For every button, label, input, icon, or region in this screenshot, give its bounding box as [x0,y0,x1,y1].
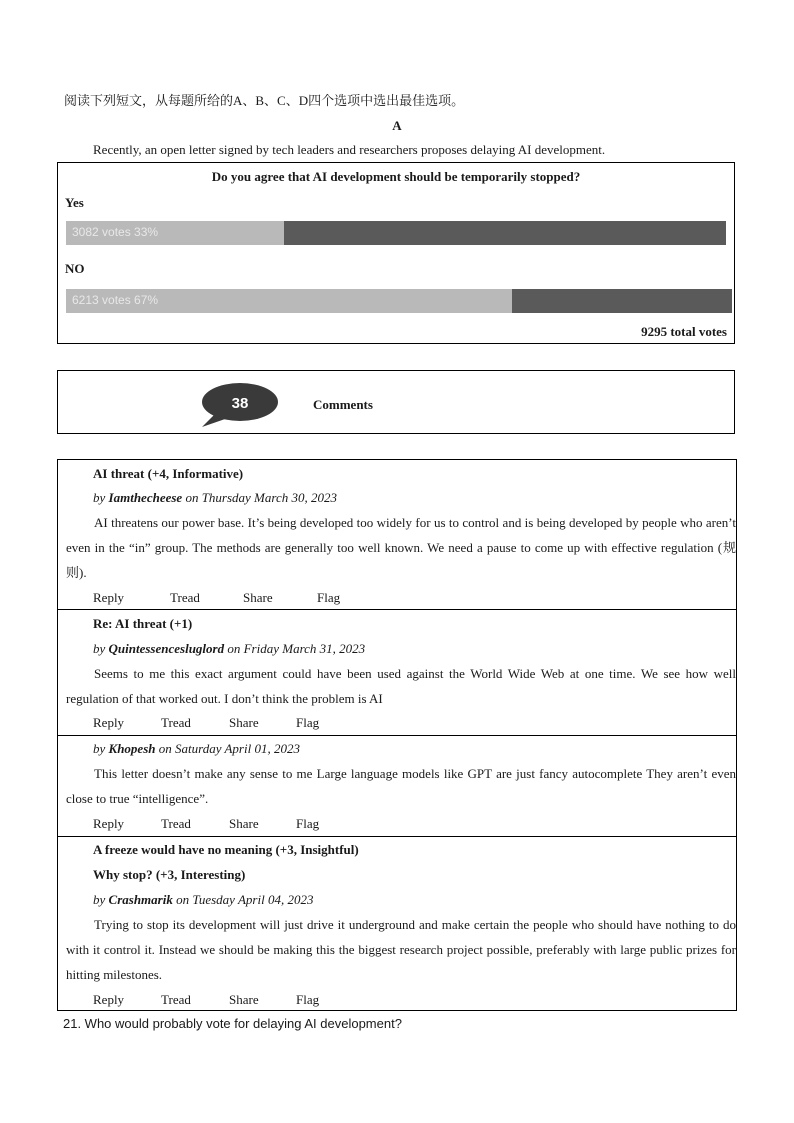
comment-body: This letter doesn’t make any sense to me Large language models like GPT are just fancy autocomplete They aren’t even close to true “intelligence”. [66,766,736,806]
comment-title: A freeze would have no meaning (+3, Insightful) [93,842,359,857]
share-button[interactable]: Share [229,715,259,730]
poll-question: Do you agree that AI development should be temporarily stopped? [211,169,581,184]
reply-button[interactable]: Reply [93,816,125,831]
poll-box [57,162,735,344]
poll-bar-yes[interactable] [66,221,726,245]
comment-item [58,460,736,610]
comment-body: Trying to stop its development will just drive it underground and make certain the people who should have nothing to do with it control it. Instead we should be making this the biggest research project possible, preferably with large public prizes for hitting milestones. [66,917,736,982]
comment-byline: by Quintessencesluglord on Friday March 31, 2023 [93,641,366,656]
comments-title: Comments [313,397,373,412]
comment-author[interactable]: Khopesh [108,741,156,756]
poll-option-yes-label: Yes [65,195,84,210]
comment-count: 38 [231,395,249,412]
flag-button[interactable]: Flag [296,992,320,1007]
poll-bar-no[interactable] [66,289,732,313]
tread-button[interactable]: Tread [161,816,191,831]
comments-header-box [57,370,735,434]
comment-item [58,736,736,837]
comment-byline: by Khopesh on Saturday April 01, 2023 [93,741,300,756]
tread-button[interactable]: Tread [170,590,200,605]
comments-list [57,459,737,1011]
comment-author[interactable]: Crashmarik [108,892,173,907]
poll-option-no-label: NO [65,261,85,276]
comment-body: Seems to me this exact argument could have been used against the World Wide Web at one time. We see how well regulation of that worked out. I don’t think the problem is AI [66,666,736,706]
comment-author[interactable]: Quintessencesluglord [108,641,225,656]
share-button[interactable]: Share [229,992,259,1007]
tread-button[interactable]: Tread [161,715,191,730]
comment-body: AI threatens our power base. It’s being developed too widely for us to control and is being developed by people who aren’t even in the “in” group. The methods are generally too well known. We need a pause to come up with effective regulation (规则). [66,515,736,580]
comment-title: AI threat (+4, Informative) [93,466,244,481]
reply-button[interactable]: Reply [93,992,125,1007]
comment-title: Re: AI threat (+1) [93,616,193,631]
section-label: A [392,118,402,133]
comment-bubble-icon[interactable] [198,381,280,431]
instruction-text: 阅读下列短文，从每题所给的A、B、C、D四个选项中选出最佳选项。 [64,93,465,108]
share-button[interactable]: Share [229,816,259,831]
flag-button[interactable]: Flag [296,715,320,730]
comment-item [58,610,736,736]
flag-button[interactable]: Flag [296,816,320,831]
share-button[interactable]: Share [243,590,273,605]
poll-bar-no-text: 6213 votes 67% [72,293,159,307]
reply-button[interactable]: Reply [93,590,125,605]
intro-text: Recently, an open letter signed by tech leaders and researchers proposes delaying AI development. [93,142,606,157]
comment-item [58,837,736,1012]
comment-author[interactable]: Iamthecheese [108,490,183,505]
reply-button[interactable]: Reply [93,715,125,730]
poll-bar-yes-text: 3082 votes 33% [72,225,159,239]
comment-subtitle: Why stop? (+3, Interesting) [93,867,246,882]
flag-button[interactable]: Flag [317,590,341,605]
question-21: 21. Who would probably vote for delaying AI development? [63,1016,402,1031]
poll-total-votes: 9295 total votes [641,324,727,339]
comment-byline: by Crashmarik on Tuesday April 04, 2023 [93,892,314,907]
comment-byline: by Iamthecheese on Thursday March 30, 2023 [93,490,337,505]
tread-button[interactable]: Tread [161,992,191,1007]
